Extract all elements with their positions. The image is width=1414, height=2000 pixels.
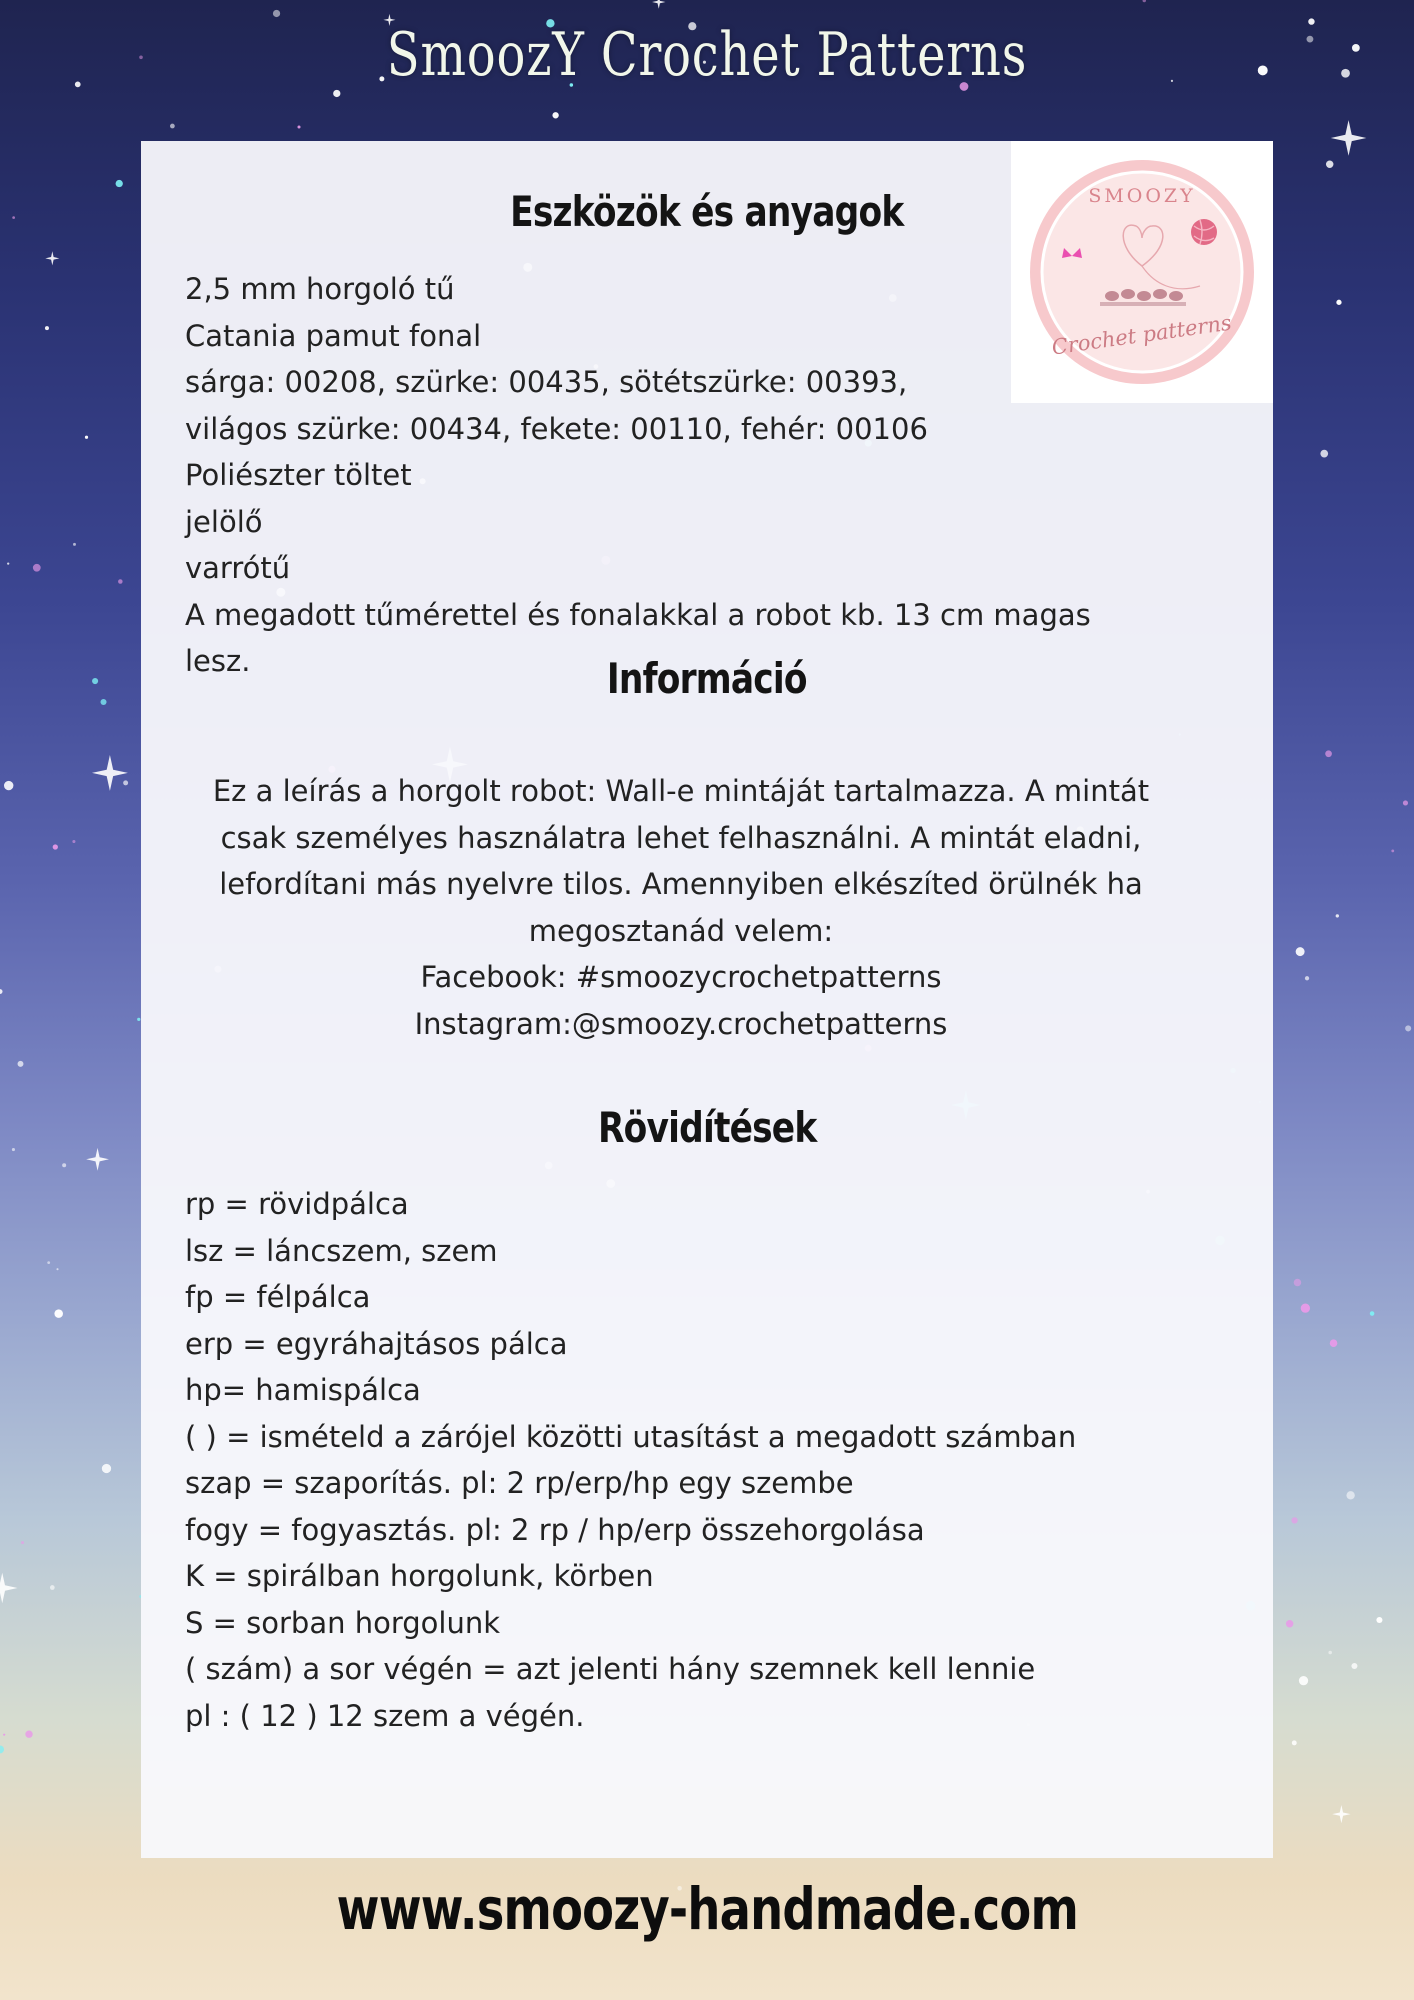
star-dot — [1305, 976, 1309, 980]
abbreviations-heading: Rövidítések — [597, 1103, 817, 1152]
star-dot — [123, 780, 128, 785]
star-dot — [12, 216, 15, 219]
star-dot — [100, 699, 106, 705]
star-dot — [1376, 1617, 1382, 1623]
star-dot — [50, 1585, 55, 1590]
star-dot — [1352, 44, 1360, 52]
star-dot — [118, 579, 123, 584]
footer-url: www.smoozy-handmade.com — [336, 1875, 1078, 1943]
info-line: Instagram:@smoozy.crochetpatterns — [414, 1006, 948, 1041]
star-dot — [1336, 300, 1341, 305]
tools-line: A megadott tűmérettel és fonalakkal a robot kb. 13 cm magas — [185, 597, 1091, 632]
star-dot — [102, 1464, 111, 1473]
star-dot — [137, 1018, 140, 1021]
star-dot — [1294, 1279, 1302, 1287]
abbreviation-line: ( szám) a sor végén = azt jelenti hány szemnek kell lennie — [185, 1652, 1036, 1686]
abbreviation-line: rp = rövidpálca — [185, 1187, 409, 1221]
star-dot — [18, 1061, 24, 1067]
star-dot — [1391, 849, 1394, 852]
star-dot — [47, 1261, 50, 1264]
star-dot — [1291, 1517, 1297, 1523]
tools-line: varrótű — [185, 551, 291, 585]
star-dot — [73, 543, 76, 546]
star-dot — [273, 10, 280, 17]
abbreviation-line: K = spirálban horgolunk, körben — [185, 1559, 654, 1593]
tools-line: Poliészter töltet — [185, 458, 412, 492]
info-heading: Információ — [607, 654, 807, 703]
star-dot — [1341, 69, 1350, 78]
abbreviation-line: fp = félpálca — [185, 1280, 371, 1314]
star-dot — [45, 326, 49, 330]
abbreviation-line: pl : ( 12 ) 12 szem a végén. — [185, 1698, 585, 1733]
star-dot — [1351, 1663, 1357, 1669]
tools-heading: Eszközök és anyagok — [510, 187, 904, 236]
abbreviation-line: S = sorban horgolunk — [185, 1605, 500, 1640]
tools-line: sárga: 00208, szürke: 00435, sötétszürke: 00393, — [185, 365, 908, 399]
star-dot — [1308, 18, 1314, 24]
sparkle-star-icon — [86, 1148, 109, 1171]
star-dot — [1296, 947, 1305, 956]
tools-line: 2,5 mm horgoló tű — [185, 272, 455, 306]
sparkle-star-icon — [1331, 120, 1367, 156]
star-dot — [1405, 1025, 1411, 1031]
tools-list — [185, 266, 1185, 685]
sparkle-star-icon — [0, 1573, 17, 1603]
sparkle-star-icon — [45, 251, 59, 265]
star-dot — [1143, 0, 1146, 2]
star-dot — [116, 180, 123, 187]
star-dot — [53, 844, 58, 849]
info-line: csak személyes használatra lehet felhasználni. A mintát eladni, — [220, 820, 1142, 855]
abbreviation-line: fogy = fogyasztás. pl: 2 rp / hp/erp összehorgolása — [185, 1512, 925, 1547]
site-title: SmoozY Crochet Patterns — [386, 20, 1028, 90]
abbreviation-line: szap = szaporítás. pl: 2 rp/erp/hp egy szembe — [185, 1466, 854, 1500]
star-dot — [92, 678, 98, 684]
star-dot — [33, 564, 41, 572]
star-dot — [170, 124, 175, 129]
star-dot — [1326, 161, 1333, 168]
star-dot — [1301, 1304, 1310, 1313]
star-dot — [333, 90, 340, 97]
abbreviations-list — [185, 1181, 1185, 1739]
star-dot — [72, 840, 75, 843]
star-dot — [0, 1746, 4, 1754]
star-dot — [297, 126, 300, 129]
info-line: lefordítani más nyelvre tilos. Amennyiben elkészíted örülnék ha — [219, 867, 1143, 901]
star-dot — [552, 112, 558, 118]
star-dot — [54, 1309, 63, 1318]
logo-bottom-text: Crochet patterns — [1050, 310, 1233, 360]
star-dot — [7, 562, 9, 564]
star-dot — [25, 1731, 32, 1738]
sparkle-star-icon — [92, 755, 128, 791]
abbreviation-line: hp= hamispálca — [185, 1373, 421, 1407]
star-dot — [1325, 750, 1332, 757]
star-dot — [1403, 800, 1408, 805]
tools-line: jelölő — [185, 504, 263, 539]
star-dot — [1307, 36, 1314, 43]
star-dot — [21, 1541, 24, 1544]
star-dot — [1286, 1620, 1293, 1627]
star-dot — [85, 436, 88, 439]
tools-line: világos szürke: 00434, fekete: 00110, fehér: 00106 — [185, 411, 928, 446]
sparkle-star-icon — [652, 0, 665, 9]
info-line: Facebook: #smoozycrochetpatterns — [420, 960, 942, 994]
info-line: megosztanád velem: — [528, 913, 834, 948]
star-dot — [1328, 1651, 1332, 1655]
info-line: Ez a leírás a horgolt robot: Wall-e mintáját tartalmazza. A mintát — [212, 774, 1150, 808]
star-dot — [1336, 914, 1339, 917]
star-dot — [75, 81, 81, 87]
content-panel — [141, 141, 1273, 1858]
star-dot — [12, 1148, 15, 1151]
star-dot — [4, 781, 13, 790]
star-dot — [62, 1163, 66, 1167]
star-dot — [56, 1268, 58, 1270]
star-dot — [1320, 450, 1328, 458]
star-dot — [1292, 1740, 1297, 1745]
star-dot — [0, 989, 3, 994]
info-text — [181, 768, 1181, 1047]
star-dot — [1330, 1339, 1338, 1347]
star-dot — [1370, 1311, 1375, 1316]
sparkle-star-icon — [1332, 1805, 1350, 1823]
abbreviation-line: ( ) = ismételd a zárójel közötti utasítást a megadott számban — [185, 1419, 1077, 1454]
tools-line: Catania pamut fonal — [185, 318, 482, 353]
star-dot — [1299, 1676, 1308, 1685]
tools-line: lesz. — [185, 644, 251, 678]
logo-top-text: SMOOZY — [1088, 185, 1196, 207]
star-dot — [3, 1734, 5, 1736]
abbreviation-line: erp = egyráhajtásos pálca — [185, 1326, 568, 1361]
abbreviation-line: lsz = láncszem, szem — [185, 1233, 498, 1268]
star-dot — [1346, 1491, 1354, 1499]
